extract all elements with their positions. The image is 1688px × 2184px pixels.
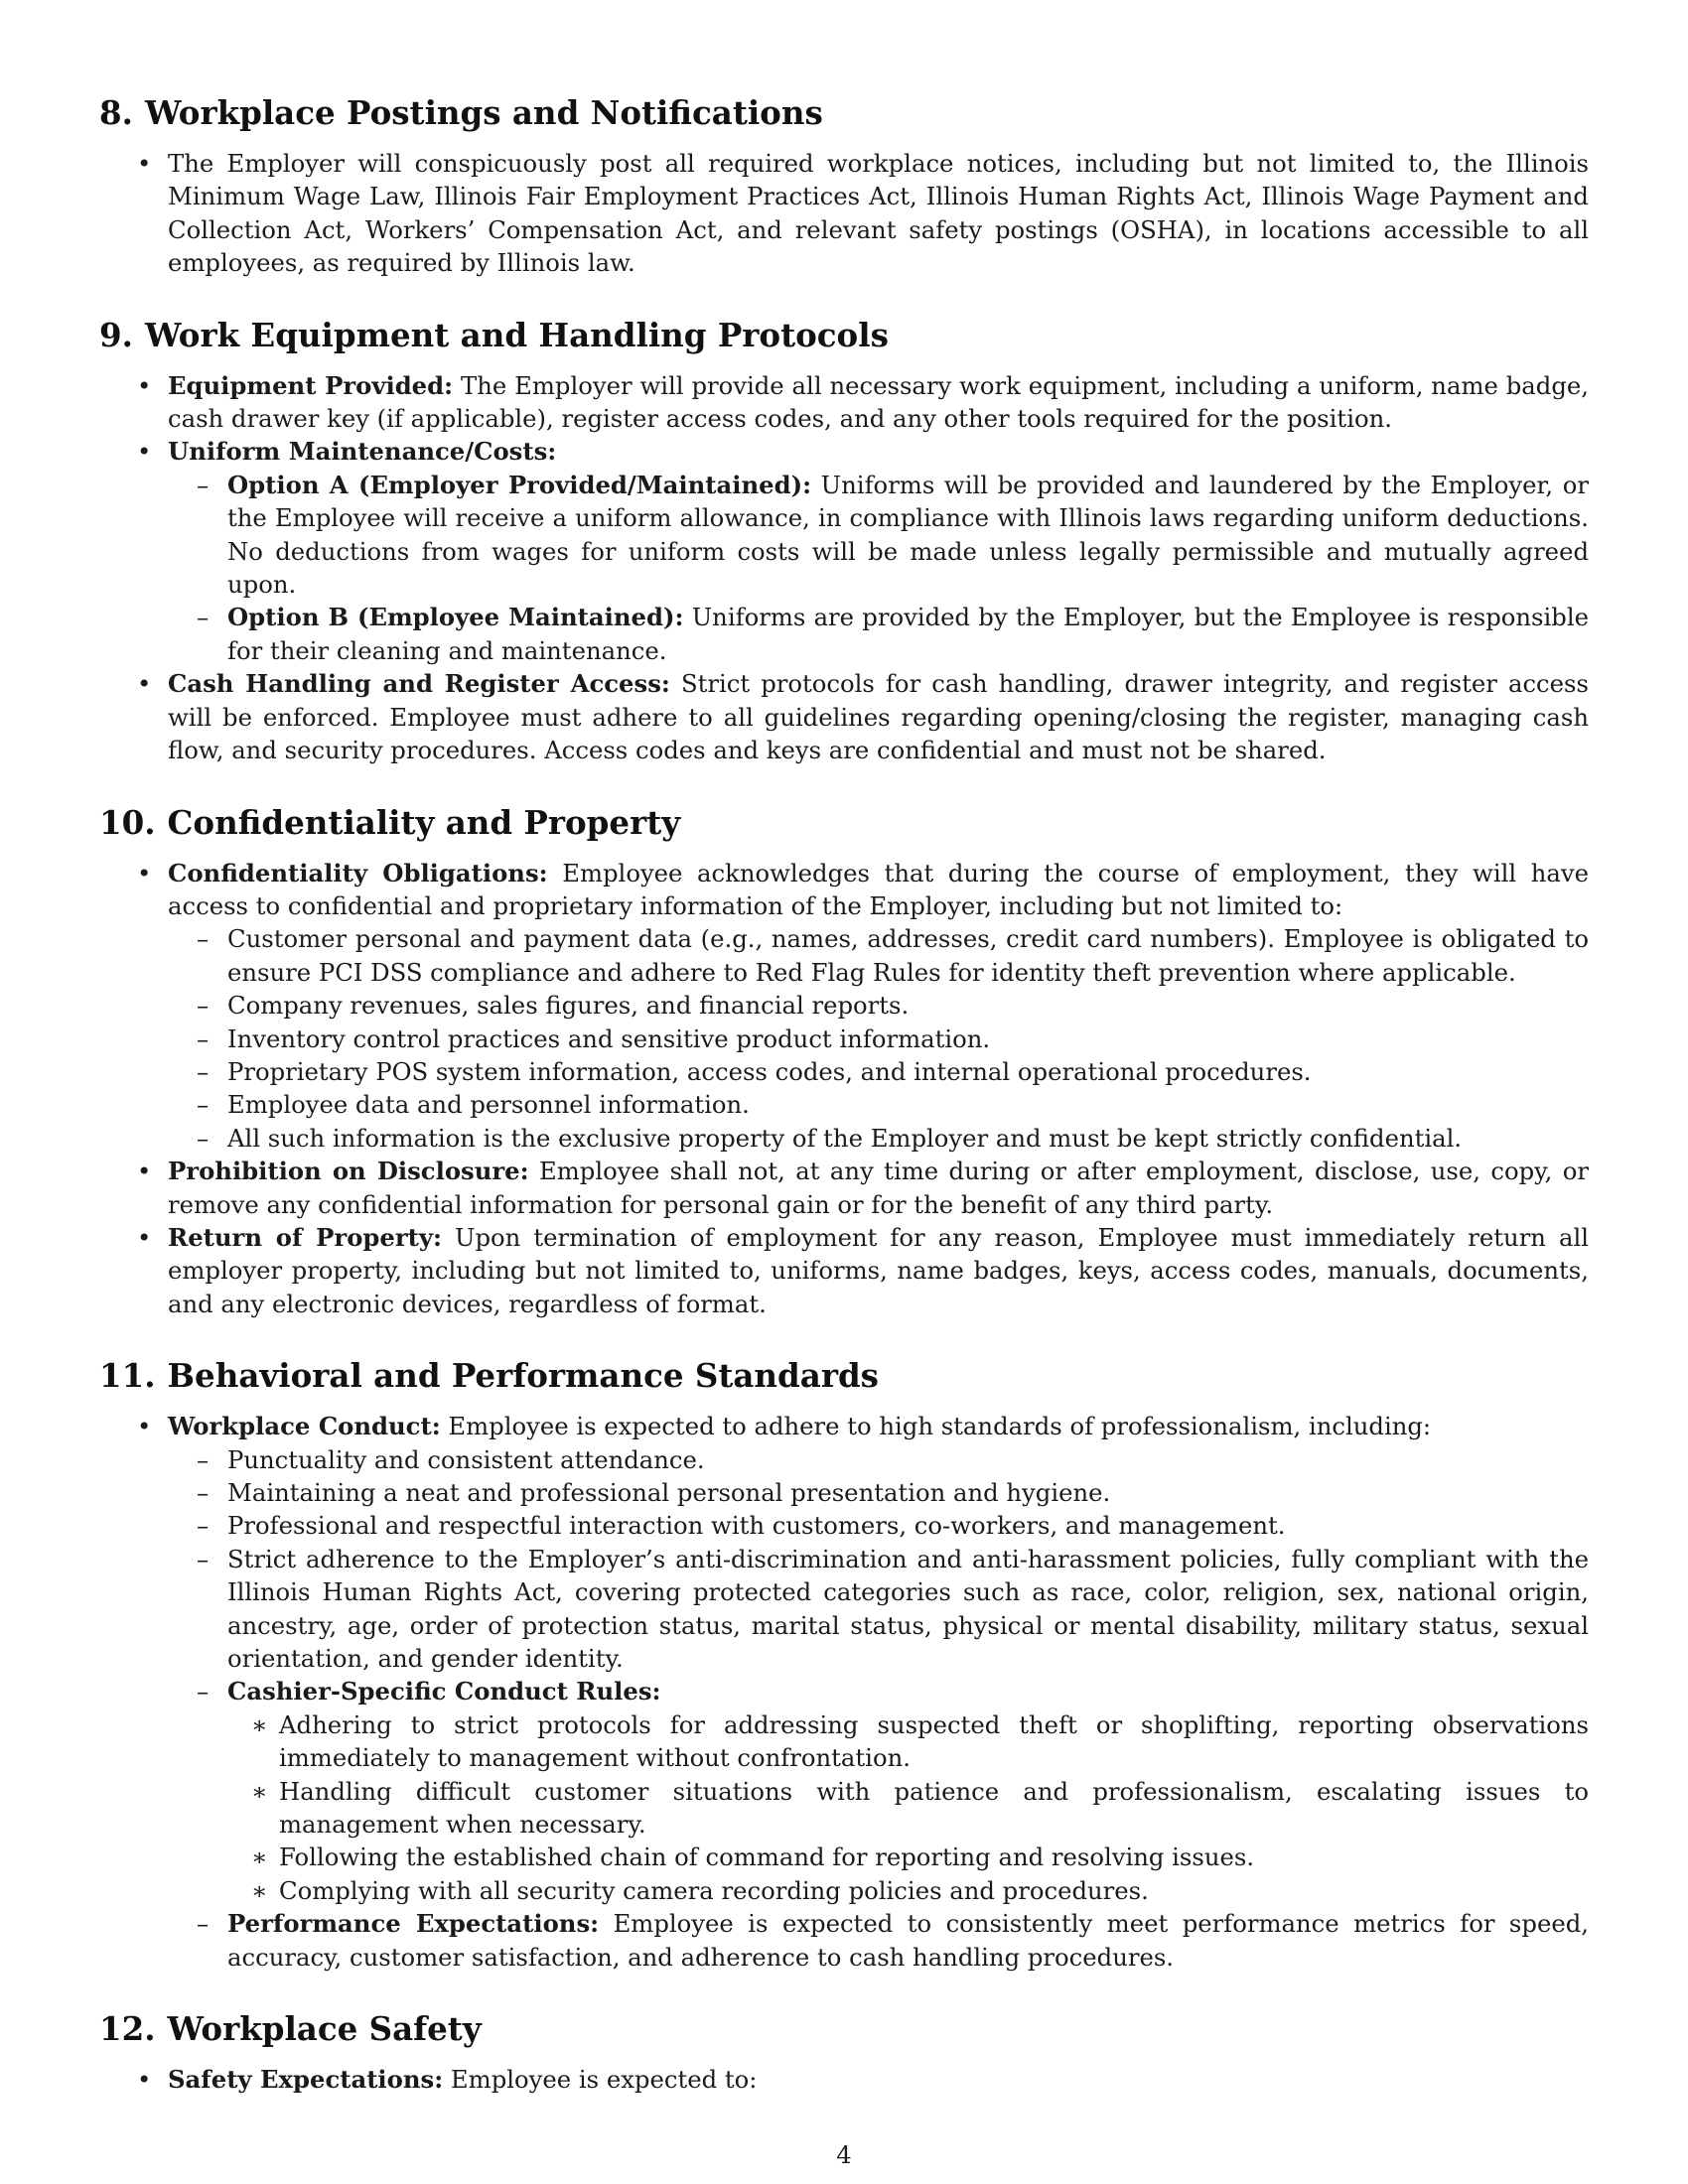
item-text: Upon termination of employment for any reason, Employee must immediately return all employer property, including but not limited to, uniforms, name badges, keys, access codes, manuals, documents, and any electronic devices, regardless of format. — [168, 1222, 1589, 1318]
sub-list-item — [168, 1088, 1589, 1121]
list-item — [99, 369, 1589, 436]
item-text: Employee is expected to adhere to high standards of professionalism, including: — [448, 1412, 1432, 1441]
section-title: Behavioral and Performance Standards — [167, 1356, 879, 1396]
list-item — [99, 147, 1589, 280]
item-label: Safety Expectations: — [168, 2065, 444, 2095]
section-heading — [99, 2007, 1589, 2051]
sub-sub-list-item — [227, 1874, 1589, 1907]
item-label: Cashier-Specific Conduct Rules: — [227, 1677, 661, 1706]
item-label: Option A (Employer Provided/Maintained): — [227, 470, 812, 499]
list-item — [99, 1155, 1589, 1221]
sub-list-item — [168, 1023, 1589, 1055]
list-item — [99, 2063, 1589, 2096]
section-heading — [99, 314, 1589, 357]
section-heading — [99, 801, 1589, 845]
section-number: 10. — [99, 802, 156, 842]
sub-list-item — [168, 1907, 1589, 1974]
item-text: Employee is expected to: — [450, 2065, 758, 2095]
section-8 — [99, 91, 1589, 280]
section-10 — [99, 801, 1589, 1321]
item-text: Handling difficult customer situations with patience and professionalism, escalating issues to management when necessary. — [279, 1776, 1589, 1840]
item-label: Return of Property: — [168, 1222, 442, 1252]
item-label: Performance Expectations: — [227, 1909, 600, 1939]
sub-sub-list — [227, 1708, 1589, 1907]
sub-list-item — [168, 1443, 1589, 1476]
item-text: Uniforms will be provided and laundered by the Employer, or the Employee will receive a uniform allowance, in compliance with Illinois laws regarding uniform deductions. No deductions from wages for uniform costs will be made unless legally permissible and mutually agreed upon. — [227, 470, 1589, 600]
sub-list-item — [168, 1675, 1589, 1907]
section-title: Workplace Postings and Notifications — [144, 93, 823, 132]
page-number: 4 — [836, 2140, 852, 2169]
sub-list-item — [168, 469, 1589, 602]
sub-list-item — [168, 1509, 1589, 1542]
sub-list-item — [168, 1476, 1589, 1509]
section-heading — [99, 91, 1589, 135]
sub-list — [168, 469, 1589, 667]
item-text: Company revenues, sales figures, and financial reports. — [227, 991, 910, 1021]
item-label: Cash Handling and Register Access: — [168, 669, 670, 699]
section-number: 11. — [99, 1356, 156, 1396]
bullet-list — [99, 857, 1589, 1321]
item-label: Uniform Maintenance/Costs: — [168, 437, 557, 467]
section-number: 12. — [99, 2009, 156, 2049]
list-item — [99, 1410, 1589, 1974]
sub-list — [168, 1443, 1589, 1975]
item-label: Workplace Conduct: — [168, 1412, 441, 1441]
item-text: Following the established chain of command for reporting and resolving issues. — [279, 1843, 1255, 1872]
sub-list-item — [168, 1055, 1589, 1088]
sub-sub-list-item — [227, 1708, 1589, 1775]
section-9 — [99, 314, 1589, 767]
item-text: Complying with all security camera recording policies and procedures. — [279, 1875, 1149, 1905]
bullet-list — [99, 2063, 1589, 2096]
sub-list-item — [168, 922, 1589, 989]
section-11 — [99, 1354, 1589, 1974]
sub-sub-list-item — [227, 1841, 1589, 1873]
item-label: Confidentiality Obligations: — [168, 858, 548, 887]
item-text: The Employer will conspicuously post all required workplace notices, including but not limited to, the Illinois Minimum Wage Law, Illinois Fair Employment Practices Act, Illinois Human Rights Act, Illinois Wage Payment and Collection Act, Workers’ Compensation Act, and relevant safety postings (OSHA), in locations accessible to all employees, as required by Illinois law. — [168, 149, 1589, 278]
item-text: Employee acknowledges that during the course of employment, they will have access to confidential and proprietary information of the Employer, including but not limited to: — [168, 858, 1589, 920]
item-text: Maintaining a neat and professional personal presentation and hygiene. — [227, 1478, 1111, 1507]
item-text: Strict adherence to the Employer’s anti-discrimination and anti-harassment policies, fully compliant with the Illinois Human Rights Act, covering protected categories such as race, color, religion, sex, national origin, ancestry, age, order of protection status, marital status, physical or mental disability, military status, sexual orientation, and gender identity. — [227, 1544, 1589, 1674]
item-label: Equipment Provided: — [168, 370, 454, 400]
section-number: 9. — [99, 315, 133, 354]
item-text: Professional and respectful interaction with customers, co-workers, and management. — [227, 1511, 1286, 1541]
section-heading — [99, 1354, 1589, 1398]
section-title: Confidentiality and Property — [167, 802, 681, 842]
item-text: Employee data and personnel information. — [227, 1090, 750, 1120]
item-text: Strict protocols for cash handling, drawer integrity, and register access will be enforced. Employee must adhere to all guidelines regarding opening/closing the register, managing cash flow, and security procedures. Access codes and keys are confidential and must not be shared. — [168, 669, 1589, 765]
list-item — [99, 857, 1589, 1156]
section-12 — [99, 2007, 1589, 2096]
item-text: Employee shall not, at any time during or after employment, disclose, use, copy, or remove any confidential information for personal gain or for the benefit of any third party. — [168, 1157, 1589, 1219]
sub-list-item — [168, 601, 1589, 667]
item-text: All such information is the exclusive property of the Employer and must be kept strictly confidential. — [227, 1123, 1463, 1153]
item-label: Option B (Employee Maintained): — [227, 603, 684, 632]
item-text: Inventory control practices and sensitive product information. — [227, 1024, 991, 1053]
sub-sub-list-item — [227, 1775, 1589, 1842]
sub-list-item — [168, 1122, 1589, 1155]
section-title: Workplace Safety — [167, 2009, 482, 2049]
section-number: 8. — [99, 93, 133, 132]
item-text: The Employer will provide all necessary work equipment, including a uniform, name badge, cash drawer key (if applicable), register access codes, and any other tools required for the position. — [168, 370, 1589, 434]
list-item — [99, 1221, 1589, 1320]
bullet-list — [99, 147, 1589, 280]
list-item — [99, 667, 1589, 766]
section-title: Work Equipment and Handling Protocols — [144, 315, 889, 354]
item-text: Employee is expected to consistently meet performance metrics for speed, accuracy, customer satisfaction, and adherence to cash handling procedures. — [227, 1909, 1589, 1972]
bullet-list — [99, 369, 1589, 767]
item-text: Uniforms are provided by the Employer, but the Employee is responsible for their cleaning and maintenance. — [227, 603, 1589, 665]
sub-list-item — [168, 989, 1589, 1022]
sub-list — [168, 922, 1589, 1155]
item-text: Adhering to strict protocols for addressing suspected theft or shoplifting, reporting observations immediately to management without confrontation. — [279, 1709, 1589, 1773]
item-label: Prohibition on Disclosure: — [168, 1157, 529, 1186]
bullet-list — [99, 1410, 1589, 1974]
item-text: Proprietary POS system information, access codes, and internal operational procedures. — [227, 1056, 1312, 1086]
item-text: Customer personal and payment data (e.g., names, addresses, credit card numbers). Employee is obligated to ensure PCI DSS compliance and adhere to Red Flag Rules for identity theft prevention where applicable. — [227, 924, 1589, 987]
item-text: Punctuality and consistent attendance. — [227, 1444, 705, 1474]
list-item — [99, 435, 1589, 667]
sub-list-item — [168, 1543, 1589, 1676]
document-page — [99, 91, 1589, 2097]
